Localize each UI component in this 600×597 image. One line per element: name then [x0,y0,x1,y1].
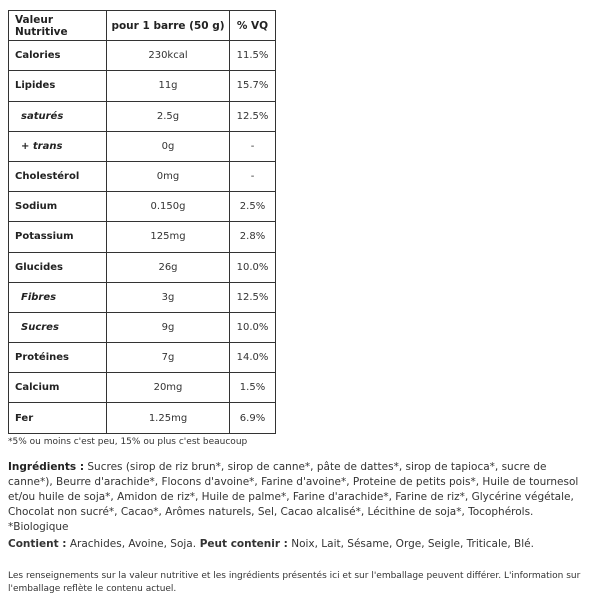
nutrition-body [9,41,276,433]
nutrient-name: Sodium [9,192,107,222]
nutrient-daily-value: 6.9% [230,403,276,433]
nutrition-table [8,10,276,434]
nutrient-amount: 20mg [107,373,230,403]
nutrition-row [9,312,276,342]
nutrient-daily-value: 1.5% [230,373,276,403]
nutrient-name: Lipides [9,71,107,101]
header-nutrient: Valeur Nutritive [9,11,107,41]
nutrient-amount: 0mg [107,161,230,191]
nutrient-name: Fer [9,403,107,433]
nutrient-name: Calcium [9,373,107,403]
nutrient-name: Cholestérol [9,161,107,191]
nutrient-daily-value: 2.5% [230,192,276,222]
nutrient-amount: 11g [107,71,230,101]
nutrient-name: Glucides [9,252,107,282]
nutrient-daily-value: 12.5% [230,282,276,312]
nutrient-amount: 3g [107,282,230,312]
disclaimer: Les renseignements sur la valeur nutritive et les ingrédients présentés ici et sur l'emballage peuvent différer. L'information sur l'emballage reflète le contenu actuel. [8,570,581,594]
nutrient-name: saturés [9,101,107,131]
daily-value-footnote: *5% ou moins c'est peu, 15% ou plus c'est beaucoup [8,436,248,447]
nutrient-name: Fibres [9,282,107,312]
may-contain-label: Peut contenir : [196,537,288,550]
header-daily-value: % VQ [230,11,276,41]
nutrient-amount: 26g [107,252,230,282]
nutrient-amount: 125mg [107,222,230,252]
nutrition-row [9,71,276,101]
nutrient-daily-value: - [230,131,276,161]
nutrition-row [9,161,276,191]
product-info [8,10,588,596]
nutrient-name: Protéines [9,343,107,373]
nutrition-row [9,403,276,433]
nutrient-name: + trans [9,131,107,161]
ingredients-label: Ingrédients : [8,460,85,473]
nutrient-daily-value: 2.8% [230,222,276,252]
nutrient-amount: 7g [107,343,230,373]
nutrition-row [9,282,276,312]
nutrient-amount: 0.150g [107,192,230,222]
nutrition-row [9,373,276,403]
nutrient-name: Potassium [9,222,107,252]
nutrient-name: Calories [9,41,107,71]
ingredients-block [8,460,588,535]
nutrient-daily-value: 15.7% [230,71,276,101]
nutrient-daily-value: - [230,161,276,191]
nutrient-daily-value: 11.5% [230,41,276,71]
nutrient-amount: 1.25mg [107,403,230,433]
nutrient-daily-value: 10.0% [230,252,276,282]
nutrition-row [9,131,276,161]
may-contain-text: Noix, Lait, Sésame, Orge, Seigle, Triticale, Blé. [287,537,534,550]
ingredients-text: Sucres (sirop de riz brun*, sirop de canne*, pâte de dattes*, sirop de tapioca*, sucre de canne*), Beurre d'arachide*, Flocons d'avoine*, Farine d'avoine*, Proteine de petits pois*, Huile de tournesol et/ou huile de soja*, Amidon de riz*, Huile de palme*, Farine d'arachide*, Farine de riz*, Glycérine végétale, Chocolat non sucré*, Cacao*, Arômes naturels, Sel, Cacao alcalisé*, Lécithine de soja*, Tocophérols. [8,460,579,518]
contains-text: Arachides, Avoine, Soja. [66,537,197,550]
contains-label: Contient : [8,537,67,550]
nutrition-header-row [9,11,276,41]
nutrient-name: Sucres [9,312,107,342]
nutrition-row [9,41,276,71]
nutrient-daily-value: 14.0% [230,343,276,373]
nutrient-daily-value: 12.5% [230,101,276,131]
nutrition-row [9,252,276,282]
nutrient-amount: 230kcal [107,41,230,71]
nutrient-amount: 9g [107,312,230,342]
nutrition-row [9,101,276,131]
organic-note: *Biologique [8,520,69,533]
nutrient-amount: 2.5g [107,101,230,131]
nutrition-row [9,222,276,252]
nutrient-amount: 0g [107,131,230,161]
header-serving: pour 1 barre (50 g) [107,11,230,41]
allergens-block [8,537,588,552]
nutrition-row [9,192,276,222]
nutrition-row [9,343,276,373]
nutrient-daily-value: 10.0% [230,312,276,342]
